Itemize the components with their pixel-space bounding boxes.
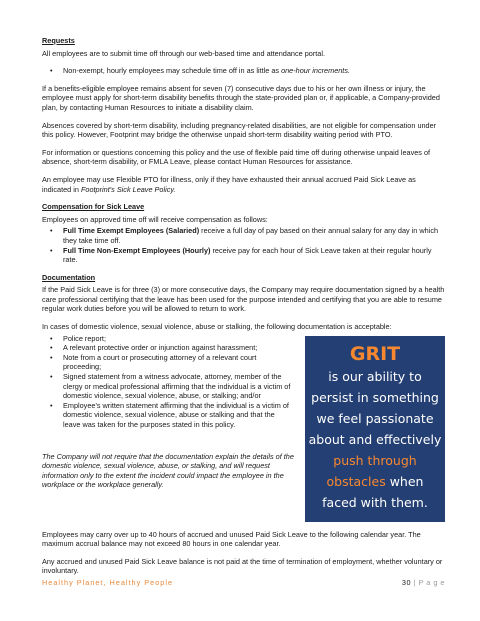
quote-line: faced with them. — [322, 494, 428, 510]
documentation-column — [42, 334, 294, 490]
compensation-heading: Compensation for Sick Leave — [42, 202, 145, 212]
quote-word: GRIT — [349, 342, 401, 365]
quote-line: persist in something — [311, 389, 439, 405]
documentation-heading: Documentation — [42, 272, 96, 282]
quote-line: we feel passionate — [316, 410, 434, 426]
list-item: • Full Time Exempt Employees (Salaried) receive a full day of pay based on their annual salary for any day in which they take time off. — [63, 226, 445, 245]
disability-paragraph: If a benefits-eligible employee remains absent for seven (7) consecutive days due to his or her own illness or injury, the employee must apply for short-term disability benefits through the state-provided plan or, if applicable, a Company-provided plan, by contacting Human Resources to initiate a disability claim. — [42, 83, 440, 112]
documentation-list — [42, 334, 294, 430]
documentation-paragraph: If the Paid Sick Leave is for three (3) or more consecutive days, the Company may require documentation signed by a health care professional certifying that the leave has been used for the purpose intended and certifying that you are able to resume regular work duties before you will be allowed to return to work. — [42, 285, 445, 314]
quote-line: about and effectively — [308, 431, 442, 447]
list-item: • A relevant protective order or injunction against harassment; — [63, 343, 294, 353]
footer-page-number: 30 | P a g e — [401, 578, 445, 587]
documentation-split-section — [42, 334, 445, 522]
list-item: • Note from a court or prosecuting attorney of a relevant court proceeding; — [63, 353, 294, 372]
carry-over-paragraph: Employees may carry over up to 40 hours of accrued and unused Paid Sick Leave to the following calendar year. The maximum accrual balance may not exceed 80 hours in one calendar year. — [42, 529, 421, 549]
requests-bullet-list — [42, 66, 445, 76]
document-page — [42, 36, 445, 584]
flexible-pto-paragraph: An employee may use Flexible PTO for illness, only if they have exhausted their annual accrued Paid Sick Leave as indicated in Footprint's Sick Leave Policy. — [42, 174, 416, 194]
short-term-disability-paragraph: Absences covered by short-term disability, including pregnancy-related disabilities, are not eligible for compensation under this policy. However, Footprint may bridge the otherwise unpaid short-term disability waiting period with PTO. — [42, 120, 437, 140]
list-item: • Employee's written statement affirming that the individual is a victim of domestic violence, sexual violence, abuse or stalking and that the leave was taken for the purposes stated in this policy. — [63, 401, 294, 430]
requests-heading: Requests — [42, 36, 75, 45]
requests-intro: All employees are to submit time off through our web-based time and attendance portal. — [42, 48, 325, 58]
footer-tagline: Healthy Planet, Healthy People — [42, 578, 174, 587]
compensation-intro: Employees on approved time off will receive compensation as follows: — [42, 214, 268, 224]
bullet-italic-text: one-hour increments. — [281, 66, 351, 76]
quote-line: obstacles when — [326, 473, 424, 489]
list-item: • Full Time Non-Exempt Employees (Hourly) receive pay for each hour of Sick Leave taken at their regular hourly rate. — [63, 246, 445, 265]
list-item: • Signed statement from a witness advocate, attorney, member of the clergy or medical professional affirming that the individual is a victim of domestic violence, sexual violence, abuse, or stalking; and/or — [63, 372, 294, 401]
documentation-italic-note: The Company will not require that the documentation explain the details of the domestic violence, sexual violence, abuse, or stalking, and will request information only to the extent the incident could impact the employee in the workplace or the workplace generally. — [42, 451, 294, 490]
termination-paragraph: Any accrued and unused Paid Sick Leave balance is not paid at the time of termination of employment, whether voluntary or involuntary. — [42, 556, 443, 576]
grit-quote-graphic — [305, 336, 445, 522]
acceptable-documentation-paragraph: In cases of domestic violence, sexual violence, abuse or stalking, the following documentation is acceptable: — [42, 322, 392, 332]
quote-highlight-line: push through — [333, 452, 417, 468]
bullet-text: Non-exempt, hourly employees may schedule time off in as little as — [63, 66, 282, 76]
list-item: • Police report; — [63, 334, 294, 344]
contact-hr-paragraph: For information or questions concerning this policy and the use of flexible paid time off during otherwise unpaid leaves of absence, short-term disability, or FMLA Leave, please contact Human Resources for assistance. — [42, 147, 431, 167]
list-item — [63, 66, 445, 76]
quote-line: is our ability to — [328, 368, 422, 384]
compensation-list — [42, 226, 445, 264]
